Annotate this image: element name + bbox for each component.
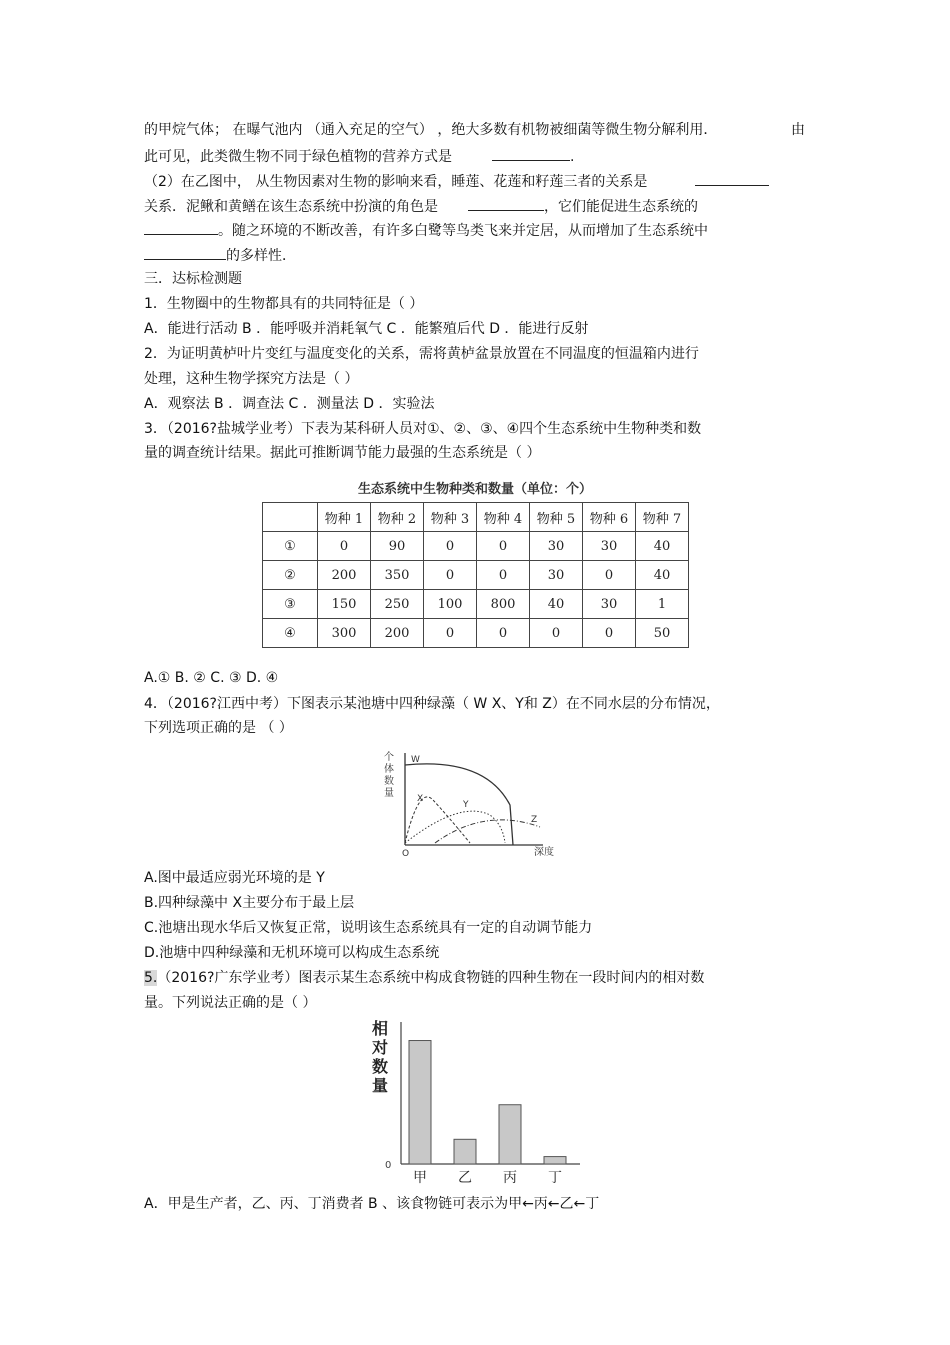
- x-axis-label: 深度: [534, 847, 554, 858]
- table-header-cell: 物种 2: [371, 503, 424, 532]
- curve-label-z: Z: [531, 815, 538, 825]
- table-row: [263, 619, 689, 648]
- question-4-option-a: A.图中最适应弱光环境的是 Y: [144, 870, 325, 886]
- bar-丙: [499, 1105, 521, 1164]
- text-line-1-end: 由: [791, 122, 805, 138]
- question-3-line-2: 量的调查统计结果。据此可推断调节能力最强的生态系统是（ ）: [144, 445, 541, 461]
- table-cell: 0: [530, 619, 583, 648]
- text-line-4: 关系．泥鳅和黄鳝在该生态系统中扮演的角色是 ，它们能促进生态系统的: [144, 196, 698, 216]
- table-cell: 40: [636, 561, 689, 590]
- species-table-figure: [260, 478, 692, 658]
- question-5-line-1: 5.（2016?广东学业考）图表示某生态系统中构成食物链的四种生物在一段时间内的相对数: [144, 970, 705, 986]
- question-4-option-b: B.四种绿藻中 X主要分布于最上层: [144, 895, 355, 911]
- table-cell: 350: [371, 561, 424, 590]
- answer-blank[interactable]: [492, 146, 570, 161]
- category-labels: [413, 1170, 562, 1186]
- table-cell: 200: [318, 561, 371, 590]
- question-2-line-1: 2．为证明黄栌叶片变红与温度变化的关系，需将黄栌盆景放置在不同温度的恒温箱内进行: [144, 346, 699, 362]
- curve-label-x: X: [417, 794, 424, 804]
- question-2-options: A．观察法 B ．调查法 C ．测量法 D ．实验法: [144, 396, 435, 412]
- text-line-3: （2）在乙图中， 从生物因素对生物的影响来看，睡莲、花莲和籽莲三者的关系是: [144, 171, 769, 191]
- origin-label: 0: [385, 1160, 392, 1171]
- table-cell: 800: [477, 590, 530, 619]
- bar-乙: [454, 1139, 476, 1164]
- table-header-cell: 物种 3: [424, 503, 477, 532]
- table-cell: 50: [636, 619, 689, 648]
- table-cell: 0: [424, 619, 477, 648]
- curve-label-w: W: [411, 755, 420, 765]
- table-cell: 1: [636, 590, 689, 619]
- table-cell: 0: [424, 532, 477, 561]
- y-axis-label-char: 对: [371, 1038, 389, 1057]
- answer-blank[interactable]: [144, 220, 218, 235]
- y-axis-label: 个: [384, 752, 394, 763]
- table-cell: 0: [583, 561, 636, 590]
- table-cell: 200: [371, 619, 424, 648]
- table-cell: 40: [636, 532, 689, 561]
- answer-blank[interactable]: [695, 171, 769, 186]
- table-cell: 100: [424, 590, 477, 619]
- question-2-line-2: 处理，这种生物学探究方法是（ ）: [144, 371, 359, 387]
- question-3-options: A.① B. ② C. ③ D. ④: [144, 670, 279, 686]
- table-cell: 30: [530, 561, 583, 590]
- table-cell: 150: [318, 590, 371, 619]
- bars: [409, 1041, 566, 1164]
- y-axis-label: 量: [384, 788, 394, 799]
- question-5-options: A．甲是生产者，乙、丙、丁消费者 B 、该食物链可表示为甲←丙←乙←丁: [144, 1196, 600, 1212]
- table-cell: 0: [477, 561, 530, 590]
- table-row: [263, 532, 689, 561]
- relative-quantity-bar-chart: [365, 1018, 595, 1188]
- table-cell: 0: [583, 619, 636, 648]
- table-cell: 30: [583, 590, 636, 619]
- curve-w: [405, 764, 513, 845]
- bar-甲: [409, 1041, 431, 1164]
- text-line-1: 的甲烷气体； 在曝气池内 （通入充足的空气） ，绝大多数有机物被细菌等微生物分解利用．: [144, 122, 718, 138]
- table-cell: 250: [371, 590, 424, 619]
- table-header-cell: [263, 503, 318, 532]
- table-cell: 0: [477, 532, 530, 561]
- question-4-line-2: 下列选项正确的是 （ ）: [144, 720, 293, 736]
- table-row: [263, 590, 689, 619]
- table-cell: 40: [530, 590, 583, 619]
- y-axis-label-char: 量: [371, 1076, 389, 1095]
- table-header-cell: 物种 1: [318, 503, 371, 532]
- y-axis-label: [371, 1019, 388, 1095]
- table-cell: 0: [318, 532, 371, 561]
- answer-blank[interactable]: [144, 245, 226, 260]
- bar-丁: [544, 1157, 566, 1164]
- y-axis-label-char: 数: [371, 1057, 389, 1076]
- section-title: 三．达标检测题: [144, 271, 242, 287]
- category-label: 丁: [548, 1170, 562, 1186]
- question-1: 1．生物圈中的生物都具有的共同特征是（ ）: [144, 296, 424, 312]
- species-table: [262, 502, 689, 648]
- question-4-line-1: 4．（2016?江西中考）下图表示某池塘中四种绿藻（ W X、Y和 Z）在不同水层的分布情况，: [144, 696, 720, 712]
- answer-blank[interactable]: [468, 196, 544, 211]
- table-cell: ③: [263, 590, 318, 619]
- table-header-cell: 物种 4: [477, 503, 530, 532]
- table-header-cell: 物种 5: [530, 503, 583, 532]
- category-label: 丙: [503, 1170, 517, 1186]
- table-header-row: [263, 503, 689, 532]
- table-cell: ①: [263, 532, 318, 561]
- text-line-2: 此可见，此类微生物不同于绿色植物的营养方式是 .: [144, 146, 574, 166]
- table-header-cell: 物种 7: [636, 503, 689, 532]
- table-row: [263, 561, 689, 590]
- curve-z: [435, 820, 540, 843]
- question-5-number: 5.: [144, 970, 158, 986]
- table-cell: 0: [477, 619, 530, 648]
- table-cell: 0: [424, 561, 477, 590]
- table-cell: ②: [263, 561, 318, 590]
- algae-distribution-figure: [375, 745, 575, 860]
- y-axis-label: 数: [384, 776, 394, 787]
- table-cell: 90: [371, 532, 424, 561]
- text-line-6: 的多样性．: [144, 245, 296, 265]
- table-header-cell: 物种 6: [583, 503, 636, 532]
- curve-label-y: Y: [463, 800, 469, 810]
- category-label: 甲: [413, 1170, 427, 1186]
- category-label: 乙: [458, 1170, 472, 1186]
- question-3-line-1: 3．（2016?盐城学业考）下表为某科研人员对①、②、③、④四个生态系统中生物种类和数: [144, 421, 702, 437]
- text-line-5: 。随之环境的不断改善，有许多白鹭等鸟类飞来并定居，从而增加了生态系统中: [144, 220, 708, 240]
- question-4-option-c: C.池塘出现水华后又恢复正常，说明该生态系统具有一定的自动调节能力: [144, 920, 593, 936]
- y-axis-label-char: 相: [371, 1019, 389, 1038]
- question-4-option-d: D.池塘中四种绿藻和无机环境可以构成生态系统: [144, 945, 440, 961]
- table-cell: 30: [530, 532, 583, 561]
- question-5-line-2: 量。下列说法正确的是（ ）: [144, 995, 317, 1011]
- curve-y: [405, 811, 505, 843]
- question-1-options: A．能进行活动 B ．能呼吸并消耗氧气 C ．能繁殖后代 D ．能进行反射: [144, 321, 589, 337]
- y-axis-label: 体: [384, 764, 394, 775]
- table-cell: 30: [583, 532, 636, 561]
- table-caption: 生态系统中生物种类和数量（单位：个）: [358, 482, 593, 497]
- table-cell: 300: [318, 619, 371, 648]
- origin-label: O: [402, 849, 410, 859]
- table-cell: ④: [263, 619, 318, 648]
